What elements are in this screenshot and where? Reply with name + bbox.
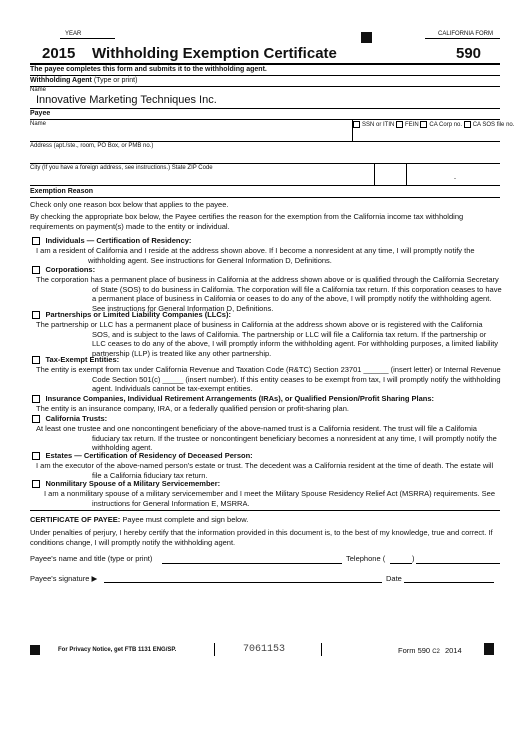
year-line [60,38,115,39]
year-value: 2015 [42,45,76,62]
telephone-label: Telephone ( [346,554,386,563]
ca-sos-label: CA SOS file no. [472,122,515,129]
option-tax-exempt [32,355,502,394]
nonmilitary-spouse-body: I am a nonmilitary spouse of a military servicemember and I meet the Military Spouse Residency Relief Act (MSRRA) requirements. See instructions for General Information E, MSRRA. [44,488,496,508]
insurance-checkbox[interactable] [32,395,40,403]
option-individuals [32,236,502,265]
estates-checkbox[interactable] [32,452,40,460]
footer-corner-mark [30,645,40,655]
payee-name-title-field[interactable] [162,563,342,564]
year-label: YEAR [65,31,82,37]
withholding-agent-heading [30,77,137,84]
registration-mark [361,32,372,43]
ssn-checkbox[interactable] [353,121,360,128]
trusts-title: California Trusts: [45,414,108,423]
exemption-intro-2: By checking the appropriate box below, the Payee certifies the reason for the exemption from the California income tax withholding requirements on payment(s) made to the entity or individual. [30,212,464,231]
ca-sos-checkbox[interactable] [464,121,471,128]
footer-divider-right [321,643,322,656]
payee-heading: Payee [30,110,51,117]
ssn-label: SSN or ITIN [362,122,395,129]
ca-corp-checkbox[interactable] [420,121,427,128]
option-partnerships [32,310,502,359]
ca-corp-label: CA Corp no. [429,122,463,129]
exemption-intro-1: Check only one reason box below that applies to the payee. [30,200,229,209]
individuals-checkbox[interactable] [32,237,40,245]
option-insurance [32,394,502,414]
partnerships-checkbox[interactable] [32,311,40,319]
trusts-body: At least one trustee and one noncontingent beneficiary of the above-named trust is a California resident. The trust will file a California fiduciary tax return. If the trustee or noncontingent beneficiary becomes a nonresident at any time, I will promptly notify the withholding agent. [36,423,497,453]
footer-code: 7061153 [243,644,286,655]
individuals-title: Individuals — Certification of Residency: [45,236,192,245]
payee-city-label: City (If you have a foreign address, see instructions.) State ZIP Code [30,165,213,171]
footer-revision: C2 [432,649,440,655]
corporations-checkbox[interactable] [32,266,40,274]
option-estates [32,451,502,480]
corporations-body: The corporation has a permanent place of business in California at the address shown above or is qualified through the California Secretary of State (SOS) to do business in California. The corporation will file a California tax return. If this corporation ceases to have a permanent place of business in California or ceases to do any of the above, I will promptly notify the withholding agent. See instructions for General Information D, Definitions. [36,274,502,314]
option-corporations [32,265,502,314]
telephone-area-code-field[interactable] [390,563,412,564]
withholding-agent-note: (Type or print) [93,77,138,84]
estates-title: Estates — Certification of Residency of Deceased Person: [45,451,253,460]
payee-address-label: Address (apt./ste., room, PO Box, or PMB no.) [30,143,154,149]
footer-form-number: Form 590 [398,646,431,655]
california-form-label: CALIFORNIA FORM [438,31,494,37]
fein-label: FEIN [405,122,419,129]
tax-exempt-checkbox[interactable] [32,356,40,364]
nonmilitary-spouse-checkbox[interactable] [32,480,40,488]
corporations-title: Corporations: [45,265,96,274]
privacy-notice: For Privacy Notice, get FTB 1131 ENG/SP. [58,647,177,653]
certificate-title: CERTIFICATE OF PAYEE: [30,515,121,524]
date-label: Date [386,574,402,583]
trusts-checkbox[interactable] [32,415,40,423]
payee-id-type-options [353,121,514,128]
payee-signature-label: Payee's signature ▶ [30,574,98,583]
partnerships-body: The partnership or LLC has a permanent place of business in California at the address shown above or is registered with the California SOS, and is subject to the laws of California. The partnership or LLC will file a California tax return. If the partnership or LLC ceases to do any of the above, I will promptly inform the withholding agent. For withholding purposes, a limited liability partnership (LLP) is treated like any other partnership. [36,319,499,359]
estates-body: I am the executor of the above-named person's estate or trust. The decedent was a California resident at the time of death. The estate will file a California fiduciary tax return. [36,460,494,480]
date-field[interactable] [404,582,494,583]
agent-name-field[interactable]: Innovative Marketing Techniques Inc. [36,94,217,106]
partnerships-title: Partnerships or Limited Liability Companies (LLCs): [45,310,231,319]
footer-form-label [398,646,462,655]
payee-signature-field[interactable] [104,582,382,583]
nonmilitary-spouse-title: Nonmilitary Spouse of a Military Servicemember: [45,479,221,488]
agent-name-label: Name [30,87,47,93]
option-nonmilitary-spouse [32,479,502,508]
footer-right-mark [484,643,494,655]
payee-name-title-label: Payee's name and title (type or print) [30,554,153,563]
option-california-trusts [32,414,502,453]
telephone-paren: ) [412,554,415,563]
exemption-heading: Exemption Reason [30,188,94,195]
certificate-heading [30,515,248,524]
individuals-body: I am a resident of California and I reside at the address shown above. If I become a nonresident at any time, I will promptly notify the withholding agent. See instructions for General Information D, Definitions. [36,245,475,265]
fein-checkbox[interactable] [396,121,403,128]
footer-divider-left [214,643,215,656]
insurance-body: The entity is an insurance company, IRA, or a federally qualified pension or profit-sharing plan. [36,403,349,413]
form-title: Withholding Exemption Certificate [92,45,337,62]
instructions-line: The payee completes this form and submits it to the withholding agent. [30,66,267,73]
zip-dash: - [454,176,456,182]
form-label-line [425,38,500,39]
payee-name-label: Name [30,121,47,127]
tax-exempt-title: Tax-Exempt Entities: [45,355,120,364]
withholding-agent-title: Withholding Agent [30,77,92,84]
certificate-subtitle: Payee must complete and sign below. [122,515,249,524]
form-number: 590 [456,45,482,62]
perjury-statement: Under penalties of perjury, I hereby certify that the information provided in this document is, to the best of my knowledge, true and correct. If conditions change, I will promptly notify the withholding agent. [30,528,493,547]
footer-year: 2014 [444,646,462,655]
tax-exempt-body: The entity is exempt from tax under California Revenue and Taxation Code (R&TC) Section 23701 ______ (insert letter) or Internal Revenue Code Section 501(c) _____ (insert number). If this entity ceases to be exempt from tax, I will promptly notify the withholding agent. Individuals cannot be tax-exempt entities. [36,364,501,394]
insurance-title: Insurance Companies, Individual Retirement Arrangements (IRAs), or Qualified Pension/Profit Sharing Plans: [45,394,435,403]
telephone-number-field[interactable] [416,563,500,564]
